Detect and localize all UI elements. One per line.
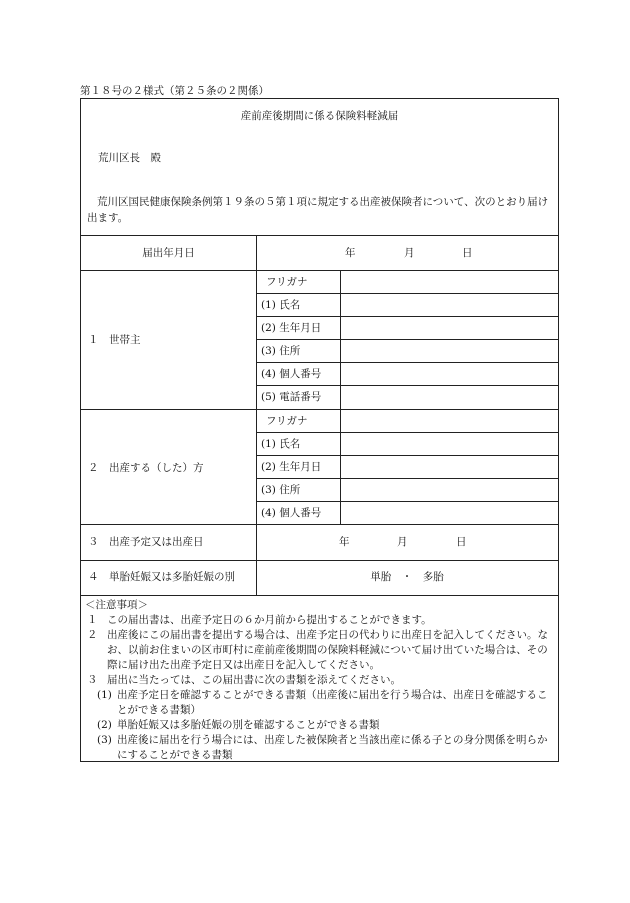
sub-note-text: 出産後に届出を行う場合には、出産した被保険者と当該出産に係る子との身分関係を明らかにすることができる書類 (117, 734, 548, 761)
due-date-year: 年 (339, 536, 350, 548)
householder-address: (3) 住所 (261, 345, 301, 357)
note-number: ３ (87, 674, 98, 686)
field-divider (256, 455, 558, 456)
birth-person-id-number: (4) 個人番号 (261, 507, 322, 519)
sub-note-text: 出産予定日を確認することができる書類（出産後に届出を行う場合は、出産日を確認することができる書類） (117, 689, 548, 716)
householder-phone: (5) 電話番号 (261, 391, 322, 403)
householder-furigana: フリガナ (266, 276, 308, 288)
sub-note-number: (2) (97, 719, 112, 731)
due-date-label: ３ 出産予定又は出産日 (88, 536, 204, 548)
field-divider (256, 501, 558, 502)
pregnancy-type-options: 単胎 ・ 多胎 (370, 571, 444, 583)
addressee: 荒川区長 殿 (98, 152, 161, 164)
note-text: 届出に当たっては、この届出書に次の書類を添えてください。 (107, 674, 401, 686)
intro-text: 荒川区国民健康保険条例第１９条の５第１項に規定する出産被保険者について、次のとおり届け出ます。 (87, 196, 549, 224)
divider (81, 270, 558, 271)
form-title: 産前産後期間に係る保険料軽減届 (240, 110, 399, 122)
field-divider (256, 316, 558, 317)
date-month: 月 (404, 247, 415, 259)
divider (81, 409, 558, 410)
sub-note-number: (3) (97, 734, 112, 746)
form-number: 第１８号の２様式（第２５条の２関係） (80, 85, 269, 97)
householder-id-number: (4) 個人番号 (261, 368, 322, 380)
due-date-day: 日 (456, 536, 467, 548)
divider (81, 524, 558, 525)
divider (81, 235, 558, 236)
birth-person-label: ２ 出産する（した）方 (88, 462, 204, 474)
divider (81, 560, 558, 561)
householder-birthdate: (2) 生年月日 (261, 322, 322, 334)
householder-label: １ 世帯主 (88, 334, 141, 346)
sub-note-number: (1) (97, 689, 112, 701)
note-text: 出産後にこの届出書を提出する場合は、出産予定日の代わりに出産日を記入してください。なお、以前お住まいの区市町村に産前産後期間の保険料軽減について届け出ていた場合は、その際に届け出た出産予定日又は出産日を記入してください。 (107, 629, 548, 671)
field-divider (256, 385, 558, 386)
date-label: 届出年月日 (142, 247, 195, 259)
birth-person-address: (3) 住所 (261, 484, 301, 496)
birth-person-birthdate: (2) 生年月日 (261, 461, 322, 473)
application-form (80, 98, 559, 762)
householder-name: (1) 氏名 (261, 299, 301, 311)
notes-heading: ＜注意事項＞ (85, 599, 148, 611)
field-divider (256, 293, 558, 294)
field-divider (256, 432, 558, 433)
pregnancy-type-label: ４ 単胎妊娠又は多胎妊娠の別 (88, 571, 235, 583)
sub-note-text: 単胎妊娠又は多胎妊娠の別を確認することができる書類 (117, 719, 380, 731)
field-divider (256, 478, 558, 479)
due-date-month: 月 (397, 536, 408, 548)
note-number: １ (87, 614, 98, 626)
note-text: この届出書は、出産予定日の６か月前から提出することができます。 (107, 614, 432, 626)
field-divider (256, 339, 558, 340)
column-divider (256, 235, 257, 595)
date-year: 年 (345, 247, 356, 259)
date-day: 日 (462, 247, 473, 259)
birth-person-furigana: フリガナ (266, 415, 308, 427)
divider (81, 595, 558, 596)
field-divider (256, 362, 558, 363)
column-divider (340, 270, 341, 524)
note-number: ２ (87, 629, 98, 641)
birth-person-name: (1) 氏名 (261, 438, 301, 450)
